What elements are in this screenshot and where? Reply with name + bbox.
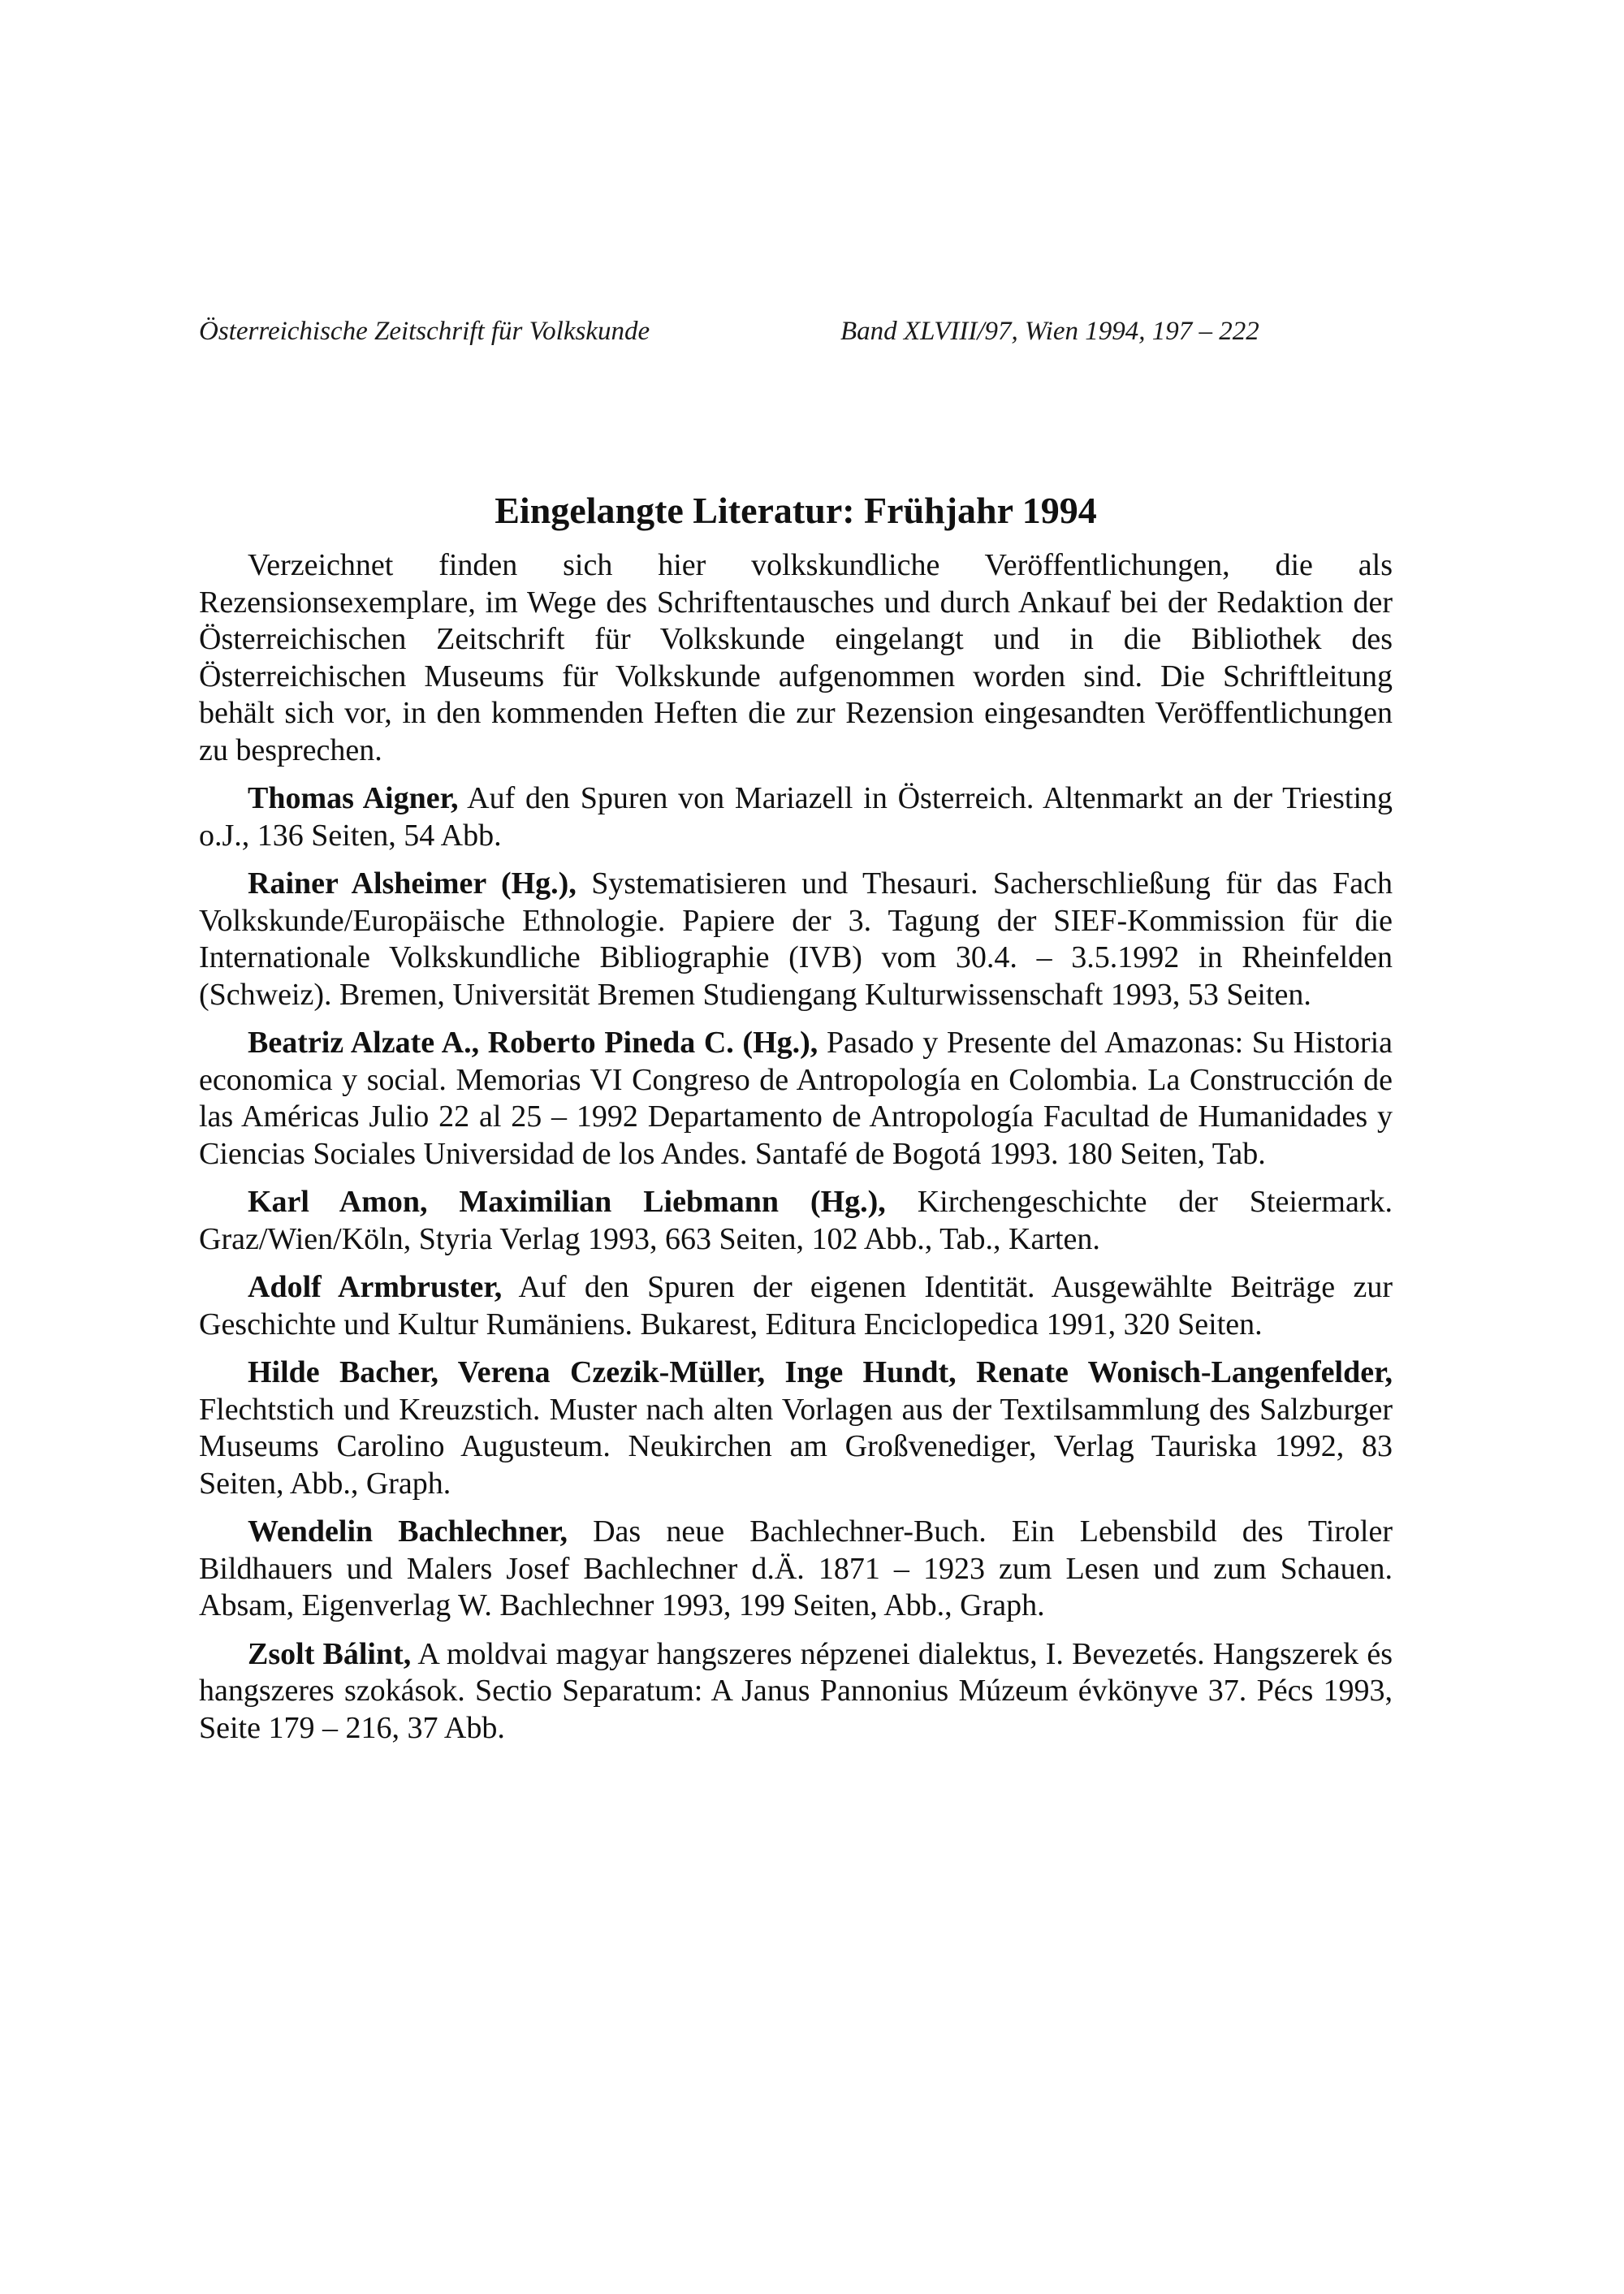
entry-authors: Hilde Bacher, Verena Czezik-Müller, Inge Hundt, Renate Wonisch-Langenfelder,: [248, 1355, 1393, 1389]
entry-text: A moldvai magyar hangszeres népzenei dialektus, I. Bevezetés. Hangszerek és hangszeres szokások. Sectio Separatum: A Janus Pannonius Múzeum évkönyve 37. Pécs 1993, Seite 179 – 216, 37 Abb.: [199, 1636, 1393, 1745]
entry-text: Kirchengeschichte der Steiermark. Graz/Wien/Köln, Styria Verlag 1993, 663 Seiten, 102 Abb., Tab., Karten.: [199, 1185, 1393, 1256]
bibliography-entry: [199, 866, 1393, 1013]
bibliography-entry: [199, 1514, 1393, 1625]
entry-authors: Thomas Aigner,: [248, 781, 459, 815]
article-body: [199, 547, 1393, 1758]
volume-info: Band XLVIII/97, Wien 1994, 197 – 222: [840, 317, 1259, 346]
entry-text: Systematisieren und Thesauri. Sacherschließung für das Fach Volkskunde/Europäische Ethnologie. Papiere der 3. Tagung der SIEF-Kommission für die Internationale Volkskundliche Bibliographie (IVB) vom 30.4. – 3.5.1992 in Rheinfelden (Schweiz). Bremen, Universität Bremen Studiengang Kulturwissenschaft 1993, 53 Seiten.: [199, 866, 1393, 1012]
entry-authors: Zsolt Bálint,: [248, 1636, 412, 1671]
bibliography-entry: [199, 1025, 1393, 1173]
page-title: Eingelangte Literatur: Frühjahr 1994: [495, 489, 1097, 531]
intro-paragraph: Verzeichnet finden sich hier volkskundliche Veröffentlichungen, die als Rezensionsexemplare, im Wege des Schriftentausches und durch Ankauf bei der Redaktion der Österreichischen Zeitschrift für Volkskunde eingelangt und in die Bibliothek des Österreichischen Museums für Volkskunde aufgenommen worden sind. Die Schriftleitung behält sich vor, in den kommenden Heften die zur Rezension eingesandten Veröffentlichungen zu besprechen.: [199, 548, 1393, 767]
entry-text: Pasado y Presente del Amazonas: Su Historia economica y social. Memorias VI Congreso de Antropología en Colombia. La Construcción de las Américas Julio 22 al 25 – 1992 Departamento de Antropología Facultad de Humanidades y Ciencias Sociales Universidad de los Andes. Santafé de Bogotá 1993. 180 Seiten, Tab.: [199, 1026, 1393, 1171]
journal-name: Österreichische Zeitschrift für Volkskunde: [199, 317, 650, 346]
entry-authors: Wendelin Bachlechner,: [248, 1514, 568, 1549]
entry-text: Auf den Spuren der eigenen Identität. Ausgewählte Beiträge zur Geschichte und Kultur Rumäniens. Bukarest, Editura Enciclopedica 1991, 320 Seiten.: [199, 1270, 1393, 1341]
entry-authors: Rainer Alsheimer (Hg.),: [248, 866, 577, 901]
bibliography-entry: [199, 780, 1393, 854]
entry-text: Flechtstich und Kreuzstich. Muster nach alten Vorlagen aus der Textilsammlung des Salzburger Museums Carolino Augusteum. Neukirchen am Großvenediger, Verlag Tauriska 1992, 83 Seiten, Abb., Graph.: [199, 1392, 1393, 1501]
bibliography-entry: [199, 1184, 1393, 1258]
entry-authors: Karl Amon, Maximilian Liebmann (Hg.),: [248, 1185, 886, 1219]
entry-text: Auf den Spuren von Mariazell in Österreich. Altenmarkt an der Triesting o.J., 136 Seiten, 54 Abb.: [199, 781, 1393, 853]
entry-text: Das neue Bachlechner-Buch. Ein Lebensbild des Tiroler Bildhauers und Malers Josef Bachlechner d.Ä. 1871 – 1923 zum Lesen und zum Schauen. Absam, Eigenverlag W. Bachlechner 1993, 199 Seiten, Abb., Graph.: [199, 1514, 1393, 1622]
entry-authors: Beatriz Alzate A., Roberto Pineda C. (Hg.),: [248, 1026, 818, 1060]
bibliography-entry: [199, 1354, 1393, 1502]
bibliography-entry: [199, 1636, 1393, 1748]
entry-authors: Adolf Armbruster,: [248, 1270, 503, 1304]
bibliography-entry: [199, 1269, 1393, 1343]
